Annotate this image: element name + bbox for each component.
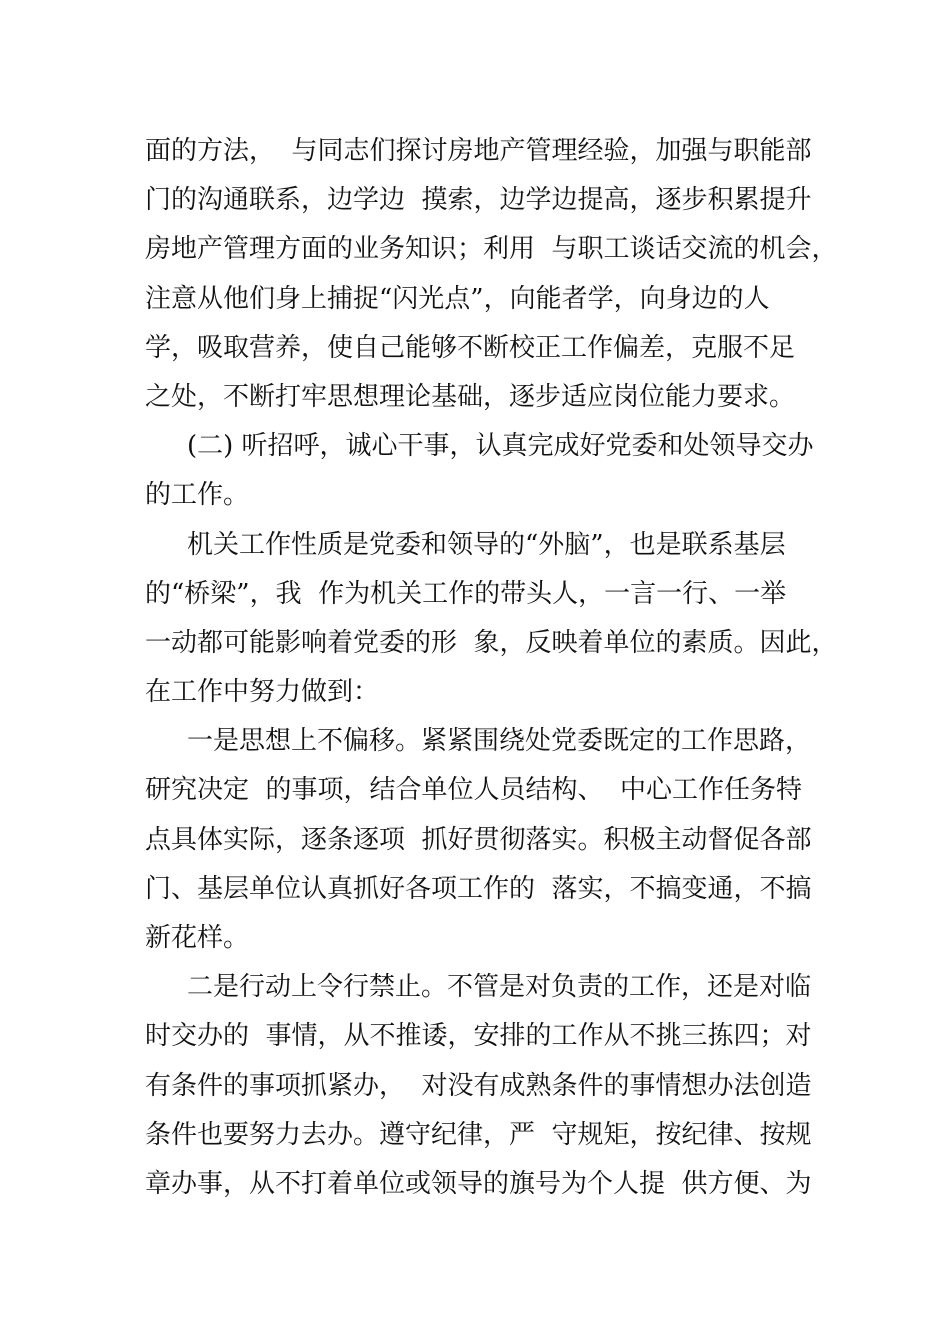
text-line: 门、基层单位认真抓好各项工作的 落实，不搞变通，不搞 bbox=[145, 873, 812, 904]
text-line: 注意从他们身上捕捉“闪光点”，向能者学，向身边的人 bbox=[145, 283, 770, 314]
paragraph-start: 一是思想上不偏移。紧紧围绕处党委既定的工作思路， bbox=[187, 726, 812, 757]
text-line: 门的沟通联系，边学边 摸索，边学边提高，逐步积累提升 bbox=[145, 185, 812, 216]
text-line: 在工作中努力做到： bbox=[145, 677, 380, 708]
text-line: 面的方法， 与同志们探讨房地产管理经验，加强与职能部 bbox=[145, 136, 812, 166]
text-line: 的“桥梁”，我 作为机关工作的带头人，一言一行、一举 bbox=[145, 578, 787, 609]
text-line: 章办事，从不打着单位或领导的旗号为个人提 供方便、为 bbox=[145, 1168, 812, 1199]
text-line: 条件也要努力去办。遵守纪律，严 守规矩，按纪律、按规 bbox=[145, 1119, 812, 1150]
text-line: 一动都可能影响着党委的形 象，反映着单位的素质。因此， bbox=[145, 627, 838, 658]
section-heading: (二) 听招呼，诚心干事，认真完成好党委和处领导交办 bbox=[187, 431, 814, 462]
text-line: 点具体实际，逐条逐项 抓好贯彻落实。积极主动督促各部 bbox=[145, 824, 812, 855]
text-line: 研究决定 的事项，结合单位人员结构、 中心工作任务特 bbox=[145, 775, 803, 806]
text-line: 新花样。 bbox=[145, 923, 250, 953]
document-body bbox=[145, 127, 838, 1209]
paragraph-start: 二是行动上令行禁止。不管是对负责的工作，还是对临 bbox=[187, 972, 812, 1003]
text-line: 房地产管理方面的业务知识；利用 与职工谈话交流的机会， bbox=[145, 234, 838, 265]
text-line: 的工作。 bbox=[145, 480, 250, 511]
text-line: 有条件的事项抓紧办， 对没有成熟条件的事情想办法创造 bbox=[145, 1070, 812, 1101]
text-line: 学，吸取营养，使自己能够不断校正工作偏差，克服不足 bbox=[145, 332, 796, 363]
text-line: 之处，不断打牢思想理论基础，逐步适应岗位能力要求。 bbox=[145, 381, 796, 412]
paragraph-start: 机关工作性质是党委和领导的“外脑”，也是联系基层 bbox=[187, 529, 786, 560]
text-line: 时交办的 事情，从不推诿，安排的工作从不挑三拣四；对 bbox=[145, 1021, 812, 1052]
